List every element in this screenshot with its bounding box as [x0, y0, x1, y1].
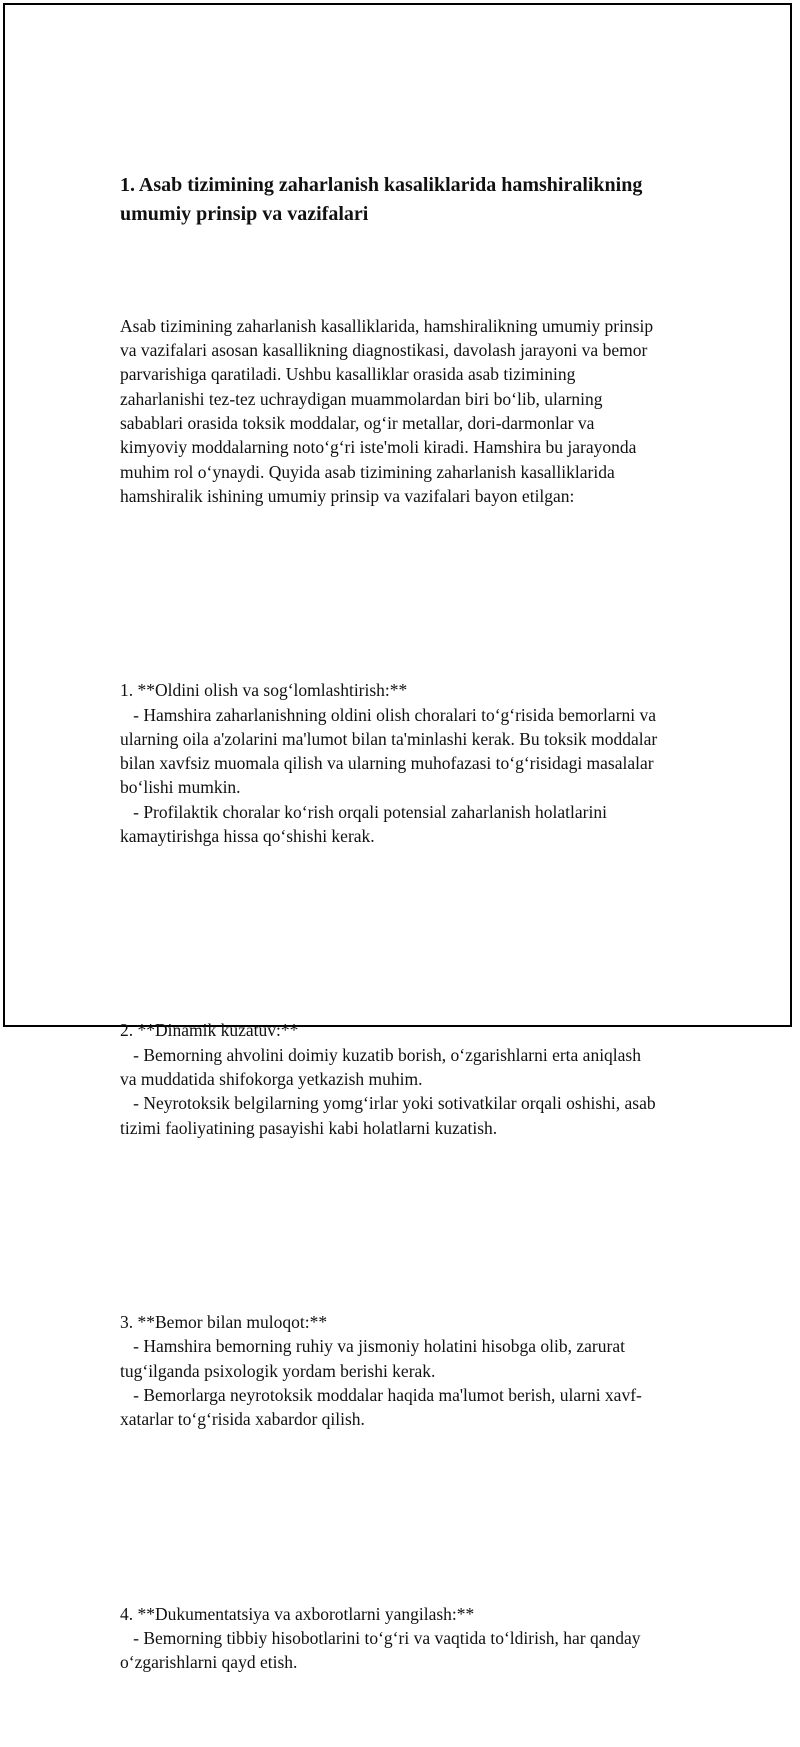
text-line: sabablari orasida toksik moddalar, og‘ir metallar, dori-darmonlar va: [120, 412, 595, 433]
text-line: kamaytirishga hissa qo‘shishi kerak.: [120, 826, 375, 847]
text-line: bo‘lishi mumkin.: [120, 777, 241, 798]
text-line: muhim rol o‘ynaydi. Quyida asab tizimining zaharlanish kasalliklarida: [120, 461, 615, 482]
text-line: va vazifalari asosan kasallikning diagnostikasi, davolash jarayoni va bemor: [120, 340, 648, 361]
section-monitoring: [120, 1018, 700, 1139]
text-line: zaharlanishi tez-tez uchraydigan muammolardan biri bo‘lib, ularning: [120, 388, 603, 409]
text-line: hamshiralik ishining umumiy prinsip va vazifalari bayon etilgan:: [120, 485, 575, 506]
text-line: - Neyrotoksik belgilarning yomg‘irlar yoki sotivatkilar orqali oshishi, asab: [120, 1093, 656, 1114]
text-line: Asab tizimining zaharlanish kasalliklarida, hamshiralikning umumiy prinsip: [120, 315, 654, 336]
document-page: [3, 3, 792, 1673]
text-line: tizimi faoliyatining pasayishi kabi holatlarni kuzatish.: [120, 1117, 498, 1138]
section-heading: 1. **Oldini olish va sog‘lomlashtirish:**: [120, 680, 408, 701]
text-line: parvarishiga qaratiladi. Ushbu kasalliklar orasida asab tizimining: [120, 364, 576, 385]
title-line: 1. Asab tizimining zaharlanish kasaliklarida hamshiralikning: [120, 173, 643, 196]
text-line: tug‘ilganda psixologik yordam berishi kerak.: [120, 1360, 436, 1381]
intro-paragraph: [120, 314, 700, 508]
text-line: ularning oila a'zolarini ma'lumot bilan ta'minlashi kerak. Bu toksik moddalar: [120, 728, 658, 749]
paragraph-spacer: [120, 581, 700, 605]
text-line: - Hamshira bemorning ruhiy va jismoniy holatini hisobga olib, zarurat: [120, 1336, 625, 1357]
section-prevention: [120, 678, 700, 848]
document-body: [120, 98, 700, 1747]
text-line: - Bemorning ahvolini doimiy kuzatib borish, o‘zgarishlarni erta aniqlash: [120, 1044, 641, 1065]
section-heading: 3. **Bemor bilan muloqot:**: [120, 1311, 328, 1332]
paragraph-spacer: [120, 921, 700, 945]
text-line: o‘zgarishlarni qayd etish.: [120, 1652, 298, 1673]
text-line: - Bemorlarga neyrotoksik moddalar haqida ma'lumot berish, ularni xavf-: [120, 1384, 642, 1405]
paragraph-spacer: [120, 1213, 700, 1237]
section-heading: 4. **Dukumentatsiya va axborotlarni yangilash:**: [120, 1603, 475, 1624]
text-line: - Bemorning tibbiy hisobotlarini to‘g‘ri va vaqtida to‘ldirish, har qanday: [120, 1627, 641, 1648]
text-line: - Hamshira zaharlanishning oldini olish choralari to‘g‘risida bemorlarni va: [120, 704, 657, 725]
text-line: - Profilaktik choralar ko‘rish orqali potensial zaharlanish holatlarini: [120, 801, 607, 822]
text-line: xatarlar to‘g‘risida xabardor qilish.: [120, 1409, 365, 1430]
text-line: va muddatida shifokorga yetkazish muhim.: [120, 1068, 423, 1089]
title-line: umumiy prinsip va vazifalari: [120, 202, 369, 225]
section-documentation: [120, 1602, 700, 1675]
paragraph-spacer: [120, 1504, 700, 1528]
document-title: [120, 171, 700, 229]
section-heading: 2. **Dinamik kuzatuv:**: [120, 1020, 299, 1041]
text-line: bilan xavfsiz muomala qilish va ularning muhofazasi to‘g‘risidagi masalalar: [120, 753, 654, 774]
section-communication: [120, 1310, 700, 1431]
text-line: kimyoviy moddalarning noto‘g‘ri iste'moli kiradi. Hamshira bu jarayonda: [120, 437, 637, 458]
